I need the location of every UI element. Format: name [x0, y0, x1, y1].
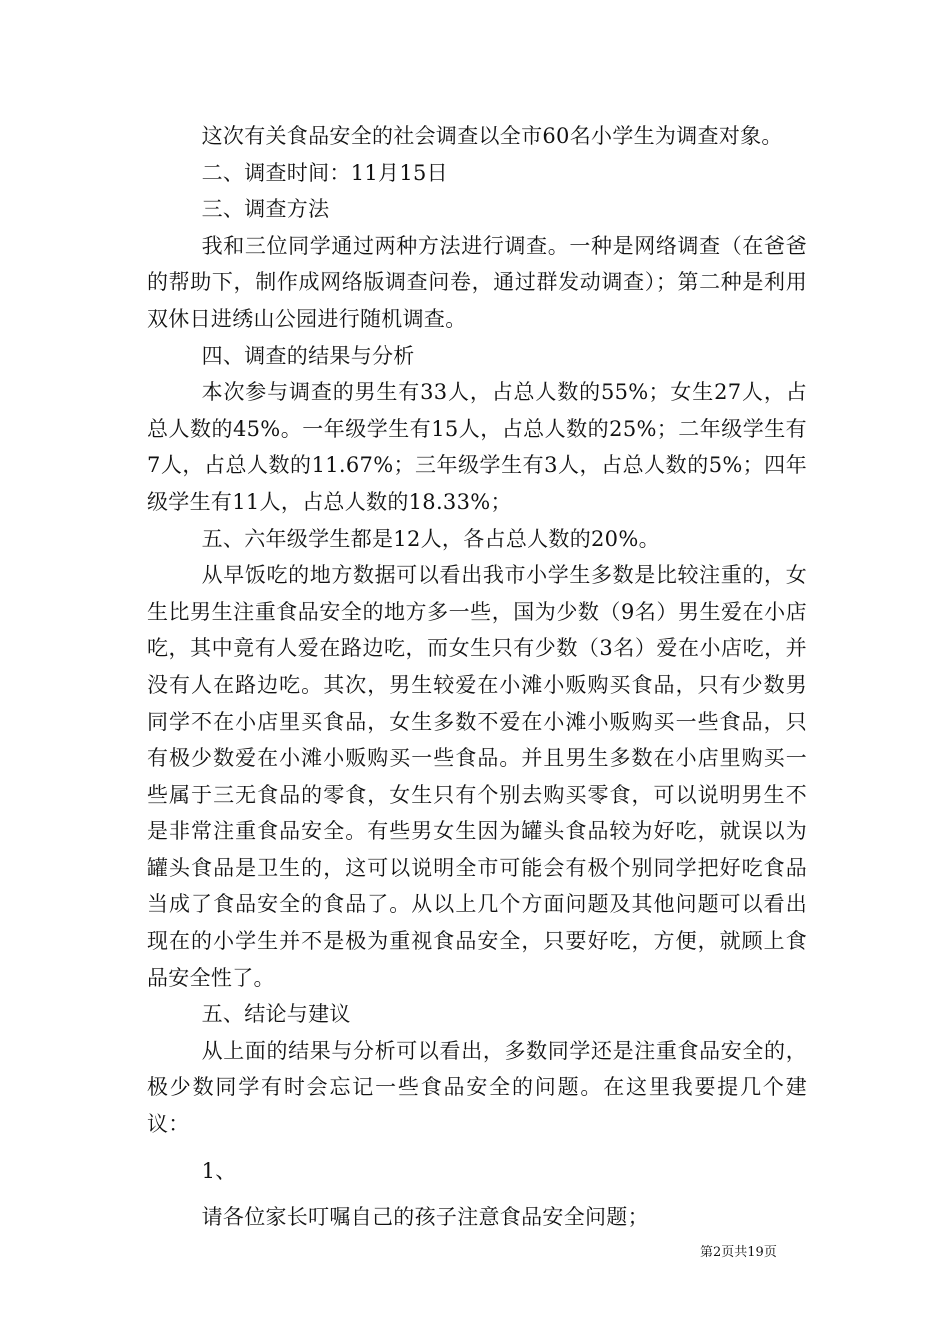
paragraph-results-stats: 本次参与调查的男生有33人，占总人数的55%；女生27人，占总人数的45%。一年级学生有15人，占总人数的25%；二年级学生有7人，占总人数的11.67%；三年级学生有3人，占总人数的5%；四年级学生有11人，占总人数的18.33%；: [147, 380, 807, 514]
paragraph-survey-subject: 这次有关食品安全的社会调查以全市60名小学生为调查对象。: [201, 124, 783, 148]
paragraph-analysis: 从早饭吃的地方数据可以看出我市小学生多数是比较注重的，女生比男生注重食品安全的地方多一些，国为少数（9名）男生爱在小店吃，其中竟有人爱在路边吃，而女生只有少数（3名）爱在小店吃，并没有人在路边吃。其次，男生较爱在小滩小贩购买食品，只有少数男同学不在小店里买食品，女生多数不爱在小滩小贩购买一些食品，只有极少数爱在小滩小贩购买一些食品。并且男生多数在小店里购买一些属于三无食品的零食，女生只有个别去购买零食，可以说明男生不是非常注重食品安全。有些男女生因为罐头食品较为好吃，就误以为罐头食品是卫生的，这可以说明全市可能会有极个别同学把好吃食品当成了食品安全的食品了。从以上几个方面问题及其他问题可以看出现在的小学生并不是极为重视食品安全，只要好吃，方便，就顾上食品安全性了。: [147, 563, 807, 990]
paragraph-conclusion: 从上面的结果与分析可以看出，多数同学还是注重食品安全的，极少数同学有时会忘记一些食品安全的问题。在这里我要提几个建议：: [147, 1038, 807, 1137]
paragraph-grade-five-six: 五、六年级学生都是12人，各占总人数的20%。: [201, 526, 660, 551]
heading-survey-method: 三、调查方法: [201, 197, 330, 222]
heading-conclusion: 五、结论与建议: [201, 1002, 351, 1027]
paragraph-suggestion-1: 请各位家长叮嘱自己的孩子注意食品安全问题；: [201, 1205, 649, 1230]
paragraph-survey-method: 我和三位同学通过两种方法进行调查。一种是网络调查（在爸爸的帮助下，制作成网络版调查问卷，通过群发动调查）；第二种是利用双休日进绣山公园进行随机调查。: [147, 233, 807, 331]
page-number: 第2页共19页: [700, 1245, 777, 1260]
heading-results-analysis: 四、调查的结果与分析: [201, 343, 415, 368]
list-number-1: 1、: [201, 1158, 237, 1183]
document-body: [147, 118, 807, 1236]
heading-survey-time: 二、调查时间：11月15日: [201, 160, 448, 185]
